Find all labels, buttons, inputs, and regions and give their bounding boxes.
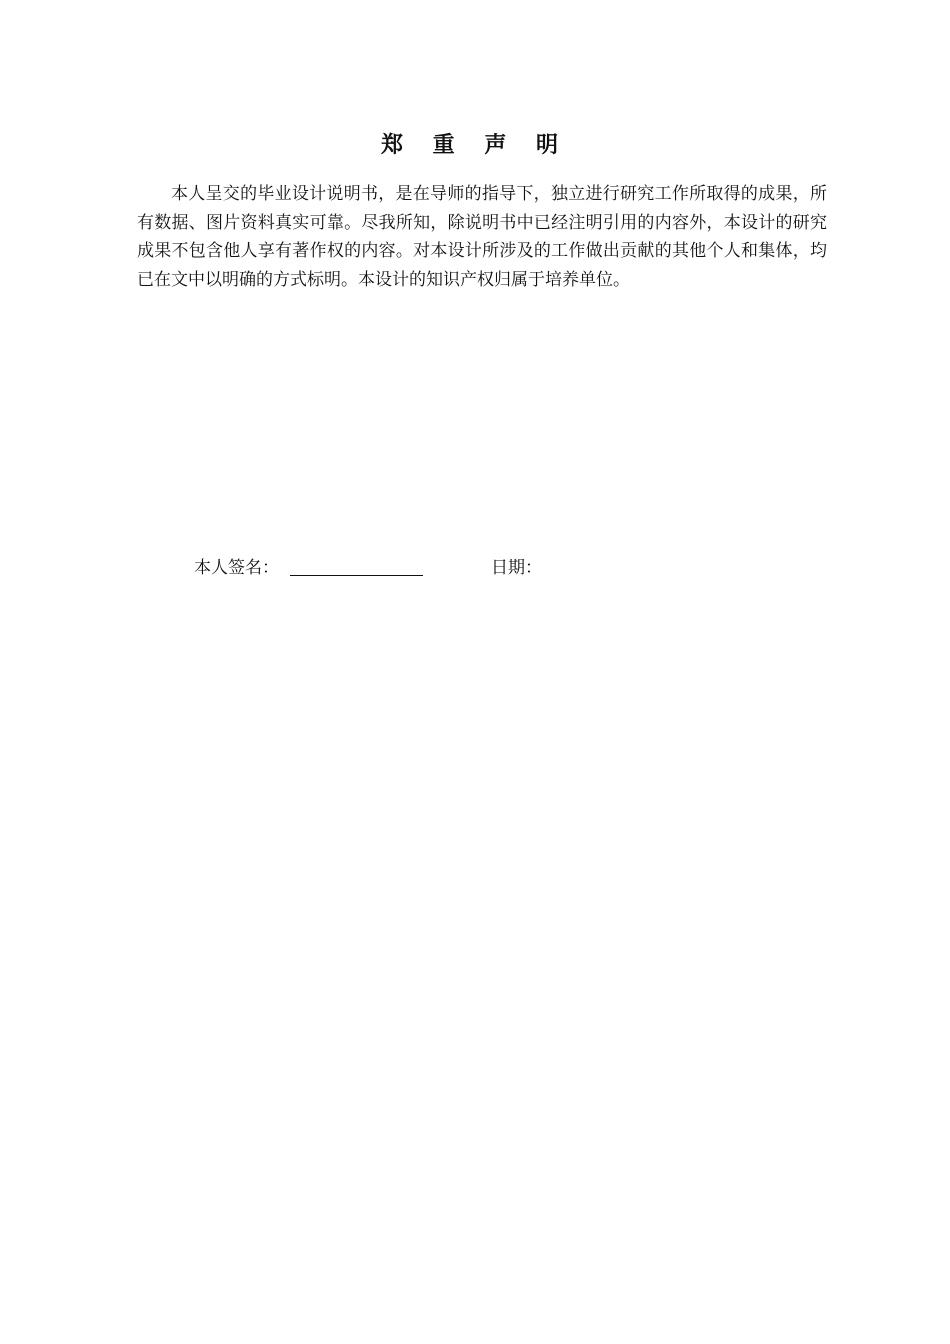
signature-row: [194, 554, 694, 582]
page-title: 郑 重 声 明: [381, 132, 569, 158]
declaration-paragraph: 本人呈交的毕业设计说明书，是在导师的指导下，独立进行研究工作所取得的成果，所有数据、图片资料真实可靠。尽我所知，除说明书中已经注明引用的内容外，本设计的研究成果不包含他人享有著作权的内容。对本设计所涉及的工作做出贡献的其他个人和集体，均已在文中以明确的方式标明。本设计的知识产权归属于培养单位。: [137, 184, 827, 290]
signature-line: [290, 575, 423, 576]
signature-label: 本人签名：: [194, 558, 279, 578]
date-label: 日期：: [491, 558, 542, 578]
